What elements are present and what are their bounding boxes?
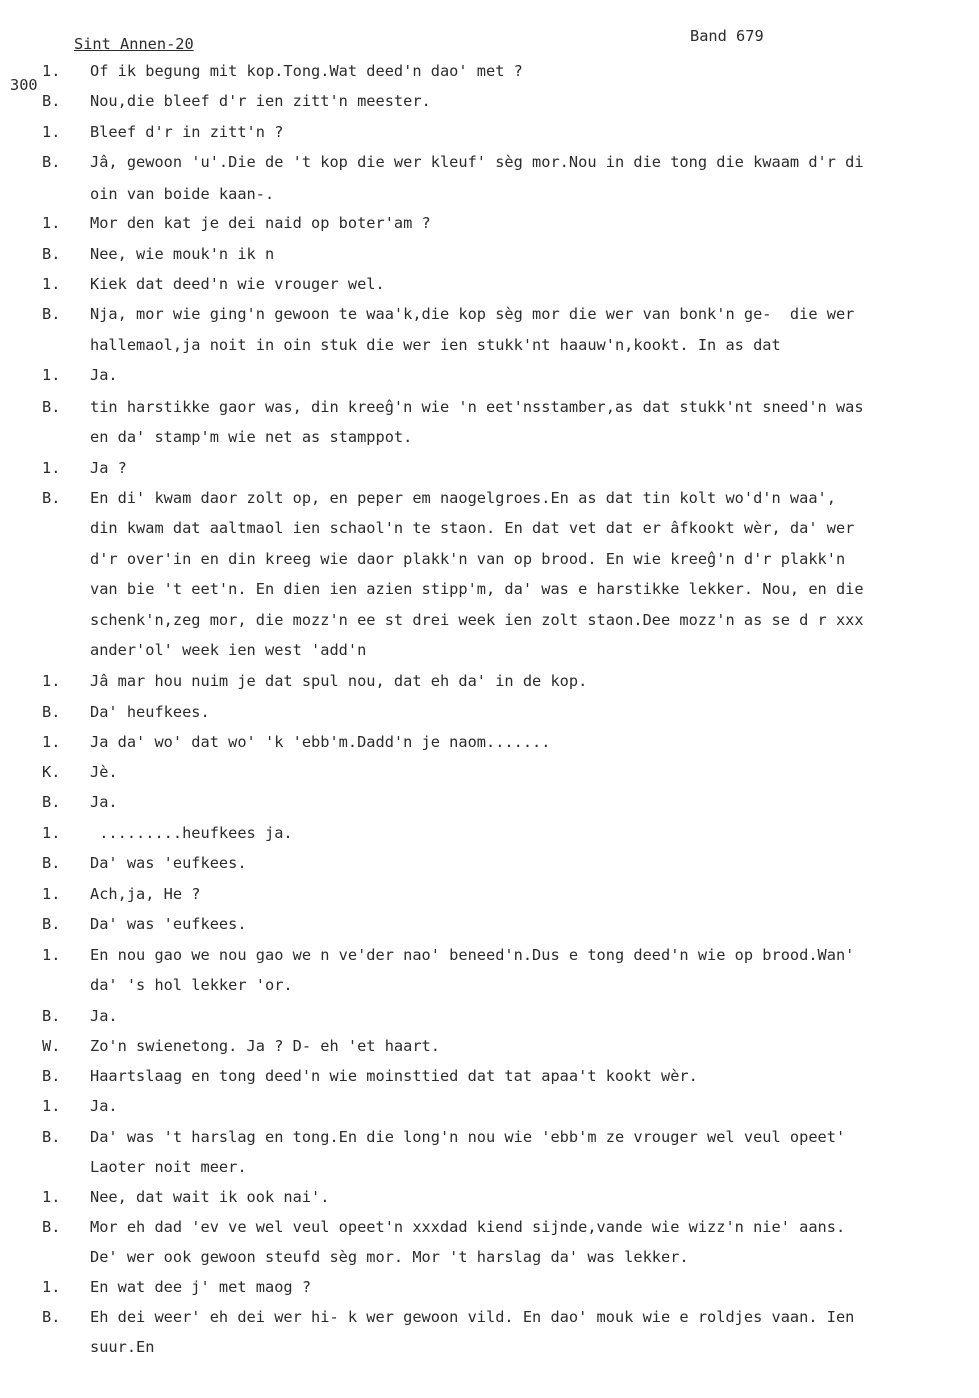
- line-text: Eh dei weer' eh dei wer hi- k wer gewoon vild. En dao' mouk wie e roldjes vaan. Ien: [90, 1308, 855, 1326]
- transcript-line: [0, 1158, 979, 1180]
- line-text: Da' was 'eufkees.: [90, 854, 247, 872]
- speaker-label: B.: [42, 854, 61, 872]
- speaker-label: B.: [42, 703, 61, 721]
- line-text: Ja.: [90, 793, 118, 811]
- transcript-line: [0, 62, 979, 84]
- line-text: Nee, dat wait ik ook nai'.: [90, 1188, 330, 1206]
- transcript-line: [0, 763, 979, 785]
- line-text: Ja da' wo' dat wo' 'k 'ebb'm.Dadd'n je naom.......: [90, 733, 551, 751]
- line-text: Ja.: [90, 366, 118, 384]
- transcript-line: [0, 1248, 979, 1270]
- transcript-line: [0, 885, 979, 907]
- transcript-line: [0, 1338, 979, 1360]
- transcript-line: [0, 580, 979, 602]
- line-text: Of ik begung mit kop.Tong.Wat deed'n dao' met ?: [90, 62, 523, 80]
- transcript-line: [0, 519, 979, 541]
- speaker-label: B.: [42, 305, 61, 323]
- transcript-line: [0, 398, 979, 420]
- speaker-label: W.: [42, 1037, 61, 1055]
- speaker-label: 1.: [42, 62, 61, 80]
- speaker-label: 1.: [42, 1097, 61, 1115]
- line-text: d'r over'in en din kreeg wie daor plakk'n van op brood. En wie kreeĝ'n d'r plakk'n: [90, 550, 846, 568]
- transcript-line: [0, 1308, 979, 1330]
- speaker-label: 1.: [42, 366, 61, 384]
- speaker-label: B.: [42, 398, 61, 416]
- transcript-line: [0, 946, 979, 968]
- transcript-line: [0, 703, 979, 725]
- line-text: Laoter noit meer.: [90, 1158, 247, 1176]
- transcript-line: [0, 275, 979, 297]
- transcript-line: [0, 733, 979, 755]
- speaker-label: 1.: [42, 1278, 61, 1296]
- transcript-line: [0, 153, 979, 175]
- speaker-label: B.: [42, 92, 61, 110]
- line-text: Jâ mar hou nuim je dat spul nou, dat eh da' in de kop.: [90, 672, 588, 690]
- transcript-line: [0, 793, 979, 815]
- speaker-label: B.: [42, 489, 61, 507]
- transcript-line: [0, 641, 979, 663]
- transcript-line: [0, 1188, 979, 1210]
- transcript-line: [0, 976, 979, 998]
- line-text: Nee, wie mouk'n ik n: [90, 245, 275, 263]
- line-text: Jè.: [90, 763, 118, 781]
- transcript-line: [0, 214, 979, 236]
- speaker-label: 1.: [42, 885, 61, 903]
- line-text: hallemaol,ja noit in oin stuk die wer ien stukk'nt haauw'n,kookt. In as dat: [90, 336, 781, 354]
- speaker-label: 1.: [42, 733, 61, 751]
- speaker-label: B.: [42, 915, 61, 933]
- line-text: En wat dee j' met maog ?: [90, 1278, 312, 1296]
- speaker-label: 1.: [42, 275, 61, 293]
- transcript-line: [0, 1067, 979, 1089]
- line-text: Nja, mor wie ging'n gewoon te waa'k,die kop sèg mor die wer van bonk'n ge- die wer: [90, 305, 855, 323]
- line-text: van bie 't eet'n. En dien ien azien stipp'm, da' was e harstikke lekker. Nou, en die: [90, 580, 864, 598]
- transcript-line: [0, 1037, 979, 1059]
- transcript-line: [0, 185, 979, 207]
- line-text: Ja.: [90, 1097, 118, 1115]
- transcript-line: [0, 672, 979, 694]
- line-text: Haartslaag en tong deed'n wie moinsttied dat tat apaa't kookt wèr.: [90, 1067, 698, 1085]
- line-text: De' wer ook gewoon steufd sèg mor. Mor 't harslag da' was lekker.: [90, 1248, 689, 1266]
- line-text: din kwam dat aaltmaol ien schaol'n te staon. En dat vet dat er âfkookt wèr, da' wer: [90, 519, 855, 537]
- band-number: Band 679: [690, 27, 764, 45]
- transcript-line: [0, 1007, 979, 1029]
- transcript-line: [0, 550, 979, 572]
- line-text: Mor den kat je dei naid op boter'am ?: [90, 214, 431, 232]
- speaker-label: 1.: [42, 672, 61, 690]
- line-text: Bleef d'r in zitt'n ?: [90, 123, 284, 141]
- transcript-line: [0, 245, 979, 267]
- line-text: da' 's hol lekker 'or.: [90, 976, 293, 994]
- line-text: Ja ?: [90, 459, 127, 477]
- speaker-label: 1.: [42, 946, 61, 964]
- transcript-line: [0, 92, 979, 114]
- document-title: Sint Annen-20: [74, 35, 194, 53]
- transcript-line: [0, 854, 979, 876]
- line-text: En nou gao we nou gao we n ve'der nao' beneed'n.Dus e tong deed'n wie op brood.Wan': [90, 946, 855, 964]
- speaker-label: B.: [42, 153, 61, 171]
- transcript-line: [0, 459, 979, 481]
- speaker-label: B.: [42, 793, 61, 811]
- speaker-label: B.: [42, 1308, 61, 1326]
- speaker-label: B.: [42, 1067, 61, 1085]
- transcript-line: [0, 611, 979, 633]
- margin-number: 300: [10, 76, 38, 94]
- speaker-label: 1.: [42, 824, 61, 842]
- line-text: schenk'n,zeg mor, die mozz'n ee st drei week ien zolt staon.Dee mozz'n as se d r xxx: [90, 611, 864, 629]
- line-text: Nou,die bleef d'r ien zitt'n meester.: [90, 92, 431, 110]
- transcript-line: [0, 336, 979, 358]
- transcript-line: [0, 1128, 979, 1150]
- speaker-label: B.: [42, 1128, 61, 1146]
- speaker-label: B.: [42, 1218, 61, 1236]
- speaker-label: B.: [42, 1007, 61, 1025]
- transcript-line: [0, 915, 979, 937]
- transcript-line: [0, 366, 979, 388]
- transcript-line: [0, 489, 979, 511]
- transcript-line: [0, 1097, 979, 1119]
- line-text: suur.En: [90, 1338, 155, 1356]
- speaker-label: 1.: [42, 1188, 61, 1206]
- line-text: Mor eh dad 'ev ve wel veul opeet'n xxxdad kiend sijnde,vande wie wizz'n nie' aans.: [90, 1218, 846, 1236]
- line-text: ander'ol' week ien west 'add'n: [90, 641, 367, 659]
- line-text: En di' kwam daor zolt op, en peper em naogelgroes.En as dat tin kolt wo'd'n waa',: [90, 489, 836, 507]
- speaker-label: K.: [42, 763, 61, 781]
- line-text: Ja.: [90, 1007, 118, 1025]
- speaker-label: 1.: [42, 214, 61, 232]
- speaker-label: 1.: [42, 123, 61, 141]
- line-text: Kiek dat deed'n wie vrouger wel.: [90, 275, 385, 293]
- speaker-label: B.: [42, 245, 61, 263]
- line-text: tin harstikke gaor was, din kreeĝ'n wie 'n eet'nsstamber,as dat stukk'nt sneed'n was: [90, 398, 864, 416]
- line-text: Da' was 'eufkees.: [90, 915, 247, 933]
- transcript-line: [0, 123, 979, 145]
- line-text: oin van boide kaan-.: [90, 185, 275, 203]
- line-text: en da' stamp'm wie net as stamppot.: [90, 428, 413, 446]
- line-text: Da' heufkees.: [90, 703, 210, 721]
- speaker-label: 1.: [42, 459, 61, 477]
- transcript-line: [0, 1278, 979, 1300]
- transcript-line: [0, 1218, 979, 1240]
- line-text: Ach,ja, He ?: [90, 885, 201, 903]
- transcript-line: [0, 824, 979, 846]
- line-text: Zo'n swienetong. Ja ? D- eh 'et haart.: [90, 1037, 440, 1055]
- line-text: Jâ, gewoon 'u'.Die de 't kop die wer kleuf' sèg mor.Nou in die tong die kwaam d'r di: [90, 153, 864, 171]
- transcript-line: [0, 428, 979, 450]
- line-text: Da' was 't harslag en tong.En die long'n nou wie 'ebb'm ze vrouger wel veul opeet': [90, 1128, 846, 1146]
- line-text: .........heufkees ja.: [90, 824, 293, 842]
- transcript-line: [0, 305, 979, 327]
